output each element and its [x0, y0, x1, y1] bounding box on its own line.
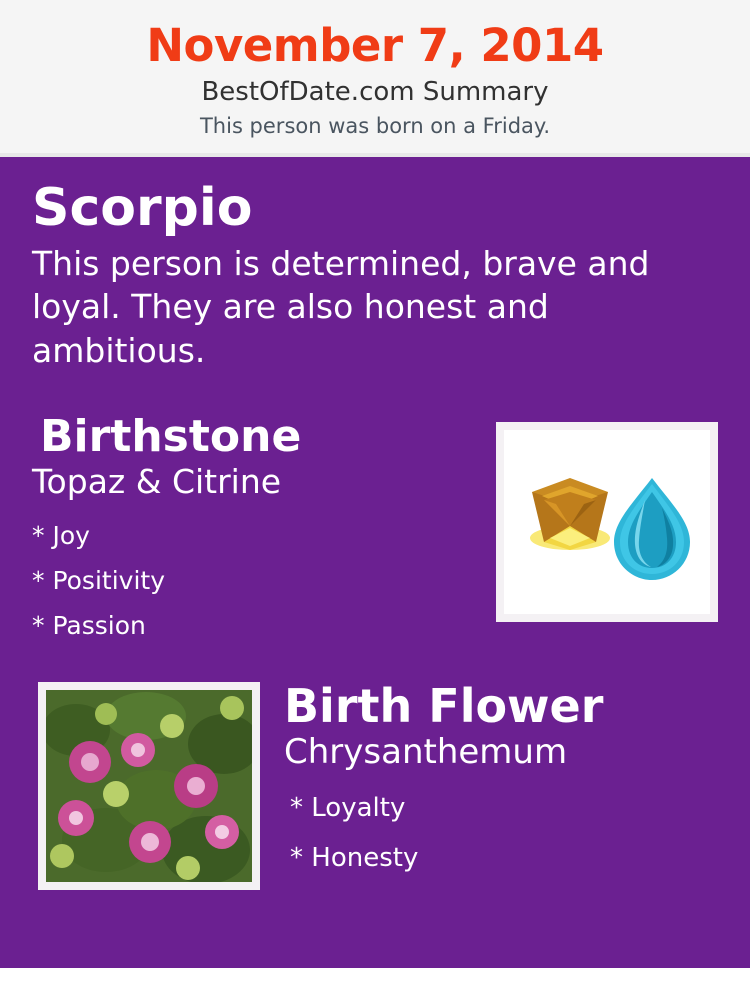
summary-body	[0, 157, 750, 972]
zodiac-sign-title: Scorpio	[32, 177, 253, 238]
birthstone-names: Topaz & Citrine	[32, 462, 282, 502]
page-title: November 7, 2014	[146, 19, 604, 72]
birth-flower-trait: * Honesty	[290, 842, 419, 873]
footer-strip	[0, 968, 750, 972]
birthstone-trait: * Positivity	[32, 565, 165, 595]
zodiac-description: This person is determined, brave and loyal. They are also honest and ambitious.	[32, 243, 650, 370]
gem-illustration	[504, 430, 710, 614]
born-day-note: This person was born on a Friday.	[199, 113, 551, 138]
site-summary-label: BestOfDate.com Summary	[201, 76, 549, 107]
birth-flower-name: Chrysanthemum	[284, 731, 568, 772]
birthstone-trait: * Passion	[32, 610, 146, 640]
birthstone-section	[32, 411, 718, 640]
citrine-gem	[530, 478, 610, 550]
birth-flower-section	[32, 678, 718, 892]
gems-svg	[504, 430, 710, 614]
birth-flower-text	[284, 678, 718, 873]
birthstone-photo	[496, 422, 718, 622]
chrysanthemum-illustration	[46, 690, 252, 882]
birth-flower-title: Birth Flower	[284, 678, 604, 733]
birthstone-title: Birthstone	[40, 411, 302, 463]
birth-flower-photo	[38, 682, 260, 890]
birthstone-trait: * Joy	[32, 520, 90, 550]
header	[0, 0, 750, 157]
birth-flower-trait: * Loyalty	[290, 792, 406, 823]
